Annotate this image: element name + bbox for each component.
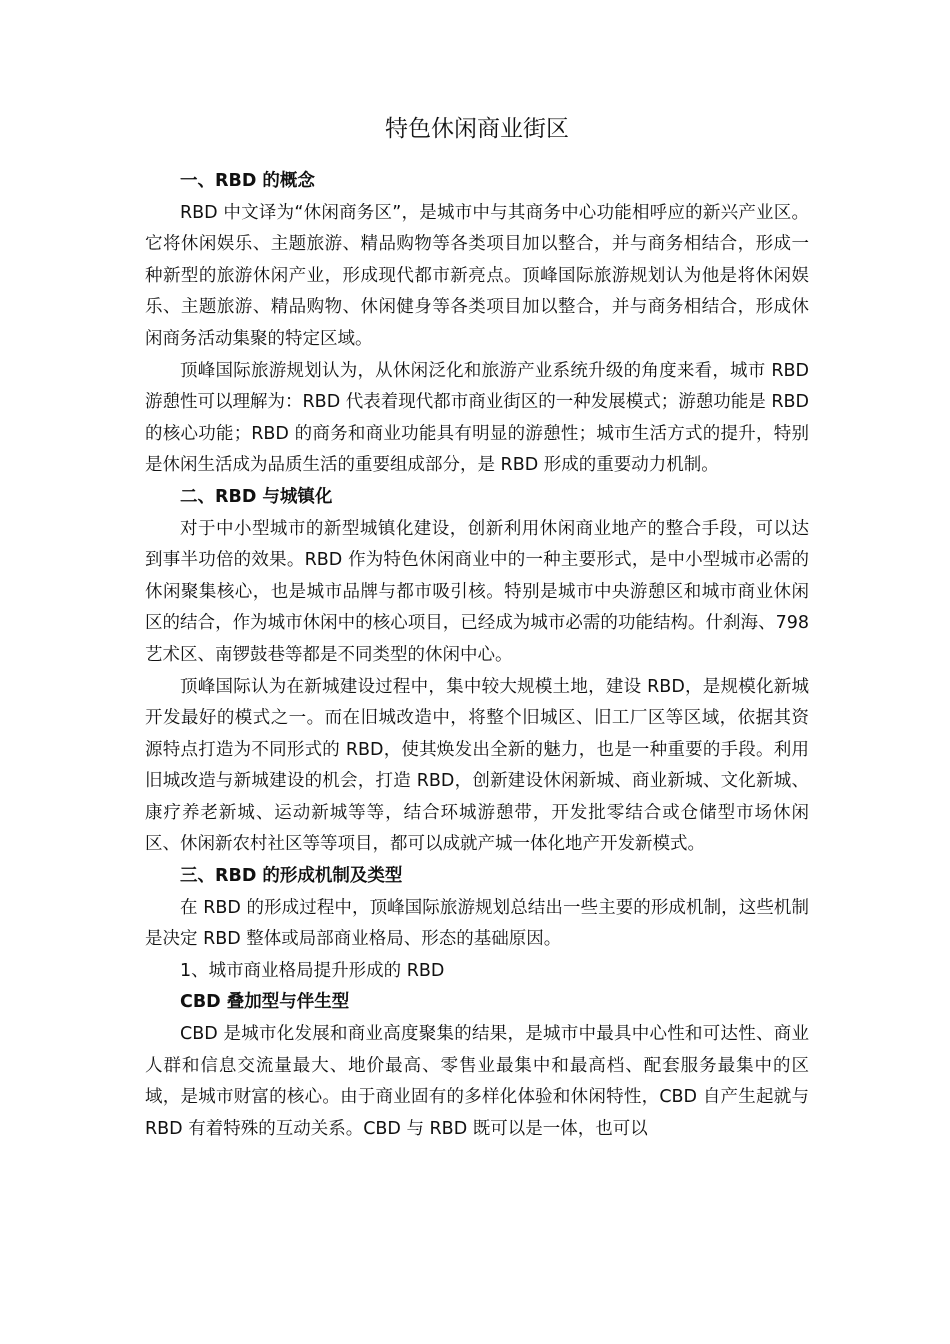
subsection-heading: CBD 叠加型与伴生型 bbox=[180, 992, 350, 1013]
section-heading-3: 三、RBD 的形成机制及类型 bbox=[180, 866, 403, 887]
document-title: 特色休闲商业街区 bbox=[385, 116, 569, 142]
paragraph: RBD 中文译为“休闲商务区”，是城市中与其商务中心功能相呼应的新兴产业区。它将休闲娱乐、主题旅游、精品购物等各类项目加以整合，并与商务相结合，形成一种新型的旅游休闲产业，形成现代都市新亮点。顶峰国际旅游规划认为他是将休闲娱乐、主题旅游、精品购物、休闲健身等各类项目加以整合，并与商务相结合，形成休闲商务活动集聚的特定区域。 bbox=[145, 202, 809, 349]
section-heading-2: 二、RBD 与城镇化 bbox=[180, 486, 333, 507]
paragraph: CBD 是城市化发展和商业高度聚集的结果，是城市中最具中心性和可达性、商业人群和信息交流量最大、地价最高、零售业最集中和最高档、配套服务最集中的区域，是城市财富的核心。由于商业固有的多样化体验和休闲特性，CBD 自产生起就与 RBD 有着特殊的互动关系。CBD 与 RBD 既可以是一体，也可以 bbox=[145, 1024, 809, 1139]
paragraph: 在 RBD 的形成过程中，顶峰国际旅游规划总结出一些主要的形成机制，这些机制是决定 RBD 整体或局部商业格局、形态的基础原因。 bbox=[145, 897, 809, 950]
paragraph: 顶峰国际旅游规划认为，从休闲泛化和旅游产业系统升级的角度来看，城市 RBD 游憩性可以理解为：RBD 代表着现代都市商业街区的一种发展模式；游憩功能是 RBD 的核心功能；RBD 的商务和商业功能具有明显的游憩性；城市生活方式的提升，特别是休闲生活成为品质生活的重要组成部分，是 RBD 形成的重要动力机制。 bbox=[145, 360, 809, 476]
document-page bbox=[145, 112, 809, 1145]
document-body bbox=[145, 166, 809, 1145]
paragraph: 顶峰国际认为在新城建设过程中，集中较大规模土地，建设 RBD，是规模化新城开发最好的模式之一。而在旧城改造中，将整个旧城区、旧工厂区等区域，依据其资源特点打造为不同形式的 RBD，使其焕发出全新的魅力，也是一种重要的手段。利用旧城改造与新城建设的机会，打造 RBD，创新建设休闲新城、商业新城、文化新城、康疗养老新城、运动新城等等，结合环城游憩带，开发批零结合或仓储型市场休闲区、休闲新农村社区等等项目，都可以成就产城一体化地产开发新模式。 bbox=[145, 676, 809, 855]
section-heading-1: 一、RBD 的概念 bbox=[180, 171, 315, 191]
paragraph: 对于中小型城市的新型城镇化建设，创新利用休闲商业地产的整合手段，可以达到事半功倍的效果。RBD 作为特色休闲商业中的一种主要形式，是中小型城市必需的休闲聚集核心，也是城市品牌与都市吸引核。特别是城市中央游憩区和城市商业休闲区的结合，作为城市休闲中的核心项目，已经成为城市必需的功能结构。什刹海、798 艺术区、南锣鼓巷等都是不同类型的休闲中心。 bbox=[145, 518, 809, 665]
list-item: 1、城市商业格局提升形成的 RBD bbox=[180, 960, 445, 981]
